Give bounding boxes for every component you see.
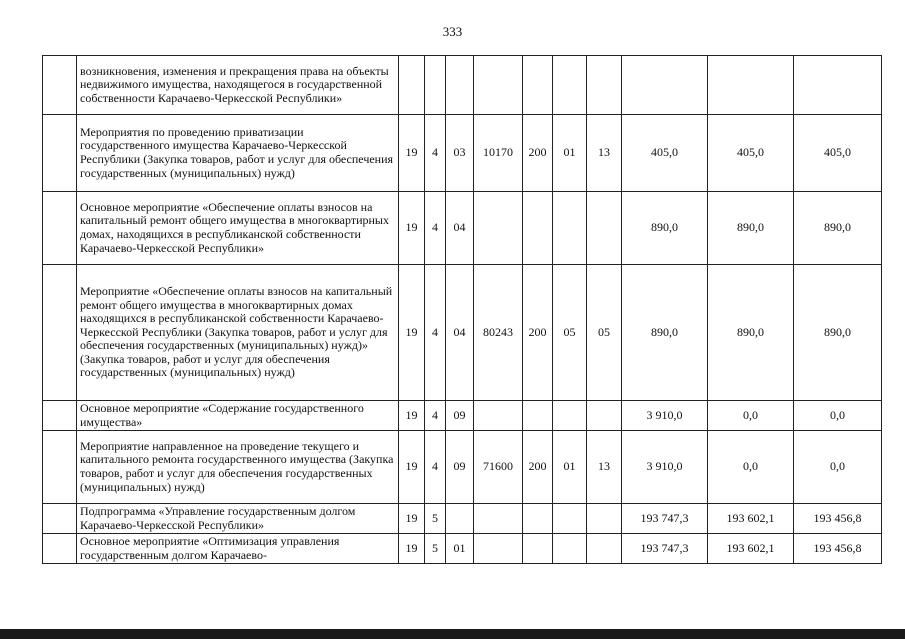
code-cell — [474, 401, 523, 431]
code-cell: 4 — [425, 431, 446, 504]
amount-cell: 890,0 — [622, 192, 708, 265]
amount-cell: 193 747,3 — [622, 534, 708, 564]
code-cell: 03 — [446, 115, 474, 192]
code-cell: 10170 — [474, 115, 523, 192]
code-cell: 71600 — [474, 431, 523, 504]
code-cell — [587, 504, 622, 534]
table-row — [43, 115, 882, 192]
code-cell — [523, 401, 553, 431]
code-cell — [523, 504, 553, 534]
code-cell: 19 — [399, 534, 425, 564]
row-description: возникновения, изменения и прекращения права на объекты недвижимого имущества, находящегося в государственной собственности Карачаево-Черкесской Республики» — [77, 56, 399, 115]
code-cell: 01 — [553, 431, 587, 504]
code-cell — [474, 56, 523, 115]
code-cell — [523, 192, 553, 265]
bottom-edge-bar — [0, 629, 905, 639]
code-cell: 19 — [399, 192, 425, 265]
row-description: Мероприятия по проведению приватизации государственного имущества Карачаево-Черкесской Республики (Закупка товаров, работ и услуг для обеспечения государственных (муниципальных) нужд) — [77, 115, 399, 192]
code-cell — [474, 504, 523, 534]
empty-number-cell — [43, 534, 77, 564]
amount-cell: 405,0 — [794, 115, 882, 192]
code-cell: 05 — [587, 265, 622, 401]
code-cell: 13 — [587, 431, 622, 504]
code-cell: 200 — [523, 265, 553, 401]
code-cell: 13 — [587, 115, 622, 192]
table-row — [43, 192, 882, 265]
empty-number-cell — [43, 115, 77, 192]
amount-cell: 890,0 — [708, 265, 794, 401]
code-cell — [553, 504, 587, 534]
table-row — [43, 401, 882, 431]
amount-cell: 890,0 — [794, 265, 882, 401]
amount-cell: 0,0 — [708, 431, 794, 504]
budget-table — [42, 55, 882, 564]
code-cell — [587, 192, 622, 265]
code-cell: 4 — [425, 401, 446, 431]
amount-cell — [622, 56, 708, 115]
empty-number-cell — [43, 56, 77, 115]
amount-cell: 193 456,8 — [794, 504, 882, 534]
amount-cell: 3 910,0 — [622, 401, 708, 431]
empty-number-cell — [43, 504, 77, 534]
code-cell — [523, 534, 553, 564]
code-cell — [425, 56, 446, 115]
code-cell: 04 — [446, 192, 474, 265]
code-cell: 19 — [399, 504, 425, 534]
code-cell: 5 — [425, 534, 446, 564]
amount-cell: 193 456,8 — [794, 534, 882, 564]
code-cell — [523, 56, 553, 115]
amount-cell: 890,0 — [708, 192, 794, 265]
amount-cell: 193 602,1 — [708, 504, 794, 534]
table-row — [43, 431, 882, 504]
amount-cell: 0,0 — [708, 401, 794, 431]
amount-cell: 405,0 — [622, 115, 708, 192]
code-cell — [587, 56, 622, 115]
code-cell: 09 — [446, 401, 474, 431]
code-cell — [553, 401, 587, 431]
code-cell — [399, 56, 425, 115]
table-row — [43, 504, 882, 534]
code-cell: 4 — [425, 265, 446, 401]
amount-cell: 193 747,3 — [622, 504, 708, 534]
row-description: Мероприятие направленное на проведение текущего и капитального ремонта государственного имущества (Закупка товаров, работ и услуг для обеспечения государственных (муниципальных) нужд) — [77, 431, 399, 504]
amount-cell: 193 602,1 — [708, 534, 794, 564]
code-cell — [553, 56, 587, 115]
code-cell — [446, 504, 474, 534]
code-cell — [587, 534, 622, 564]
code-cell: 04 — [446, 265, 474, 401]
amount-cell — [794, 56, 882, 115]
table-row — [43, 56, 882, 115]
code-cell: 200 — [523, 431, 553, 504]
amount-cell: 890,0 — [794, 192, 882, 265]
amount-cell: 405,0 — [708, 115, 794, 192]
code-cell: 01 — [446, 534, 474, 564]
row-description: Основное мероприятие «Обеспечение оплаты взносов на капитальный ремонт общего имущества в многоквартирных домах, находящихся в республиканской собственности Карачаево-Черкесской Республики» — [77, 192, 399, 265]
row-description: Мероприятие «Обеспечение оплаты взносов на капитальный ремонт общего имущества в многоквартирных домах находящихся в республиканской собственности Карачаево-Черкесской Республики (Закупка товаров, работ и услуг для обеспечения государственных (муниципальных) нужд)» (Закупка товаров, работ и услуг для обеспечения государственных (муниципальных) нужд) — [77, 265, 399, 401]
code-cell: 01 — [553, 115, 587, 192]
amount-cell: 0,0 — [794, 401, 882, 431]
code-cell: 19 — [399, 265, 425, 401]
empty-number-cell — [43, 192, 77, 265]
code-cell: 09 — [446, 431, 474, 504]
code-cell: 80243 — [474, 265, 523, 401]
row-description: Подпрограмма «Управление государственным долгом Карачаево-Черкесской Республики» — [77, 504, 399, 534]
code-cell: 5 — [425, 504, 446, 534]
empty-number-cell — [43, 265, 77, 401]
amount-cell — [708, 56, 794, 115]
empty-number-cell — [43, 401, 77, 431]
code-cell: 200 — [523, 115, 553, 192]
amount-cell: 0,0 — [794, 431, 882, 504]
code-cell: 4 — [425, 192, 446, 265]
empty-number-cell — [43, 431, 77, 504]
amount-cell: 3 910,0 — [622, 431, 708, 504]
row-description: Основное мероприятие «Содержание государственного имущества» — [77, 401, 399, 431]
row-description: Основное мероприятие «Оптимизация управления государственным долгом Карачаево- — [77, 534, 399, 564]
code-cell: 19 — [399, 401, 425, 431]
code-cell — [587, 401, 622, 431]
code-cell: 19 — [399, 115, 425, 192]
code-cell — [553, 192, 587, 265]
code-cell: 19 — [399, 431, 425, 504]
code-cell — [474, 192, 523, 265]
code-cell: 05 — [553, 265, 587, 401]
page-number: 333 — [442, 24, 463, 39]
code-cell — [446, 56, 474, 115]
code-cell — [553, 534, 587, 564]
code-cell: 4 — [425, 115, 446, 192]
amount-cell: 890,0 — [622, 265, 708, 401]
table-row — [43, 265, 882, 401]
table-row — [43, 534, 882, 564]
code-cell — [474, 534, 523, 564]
